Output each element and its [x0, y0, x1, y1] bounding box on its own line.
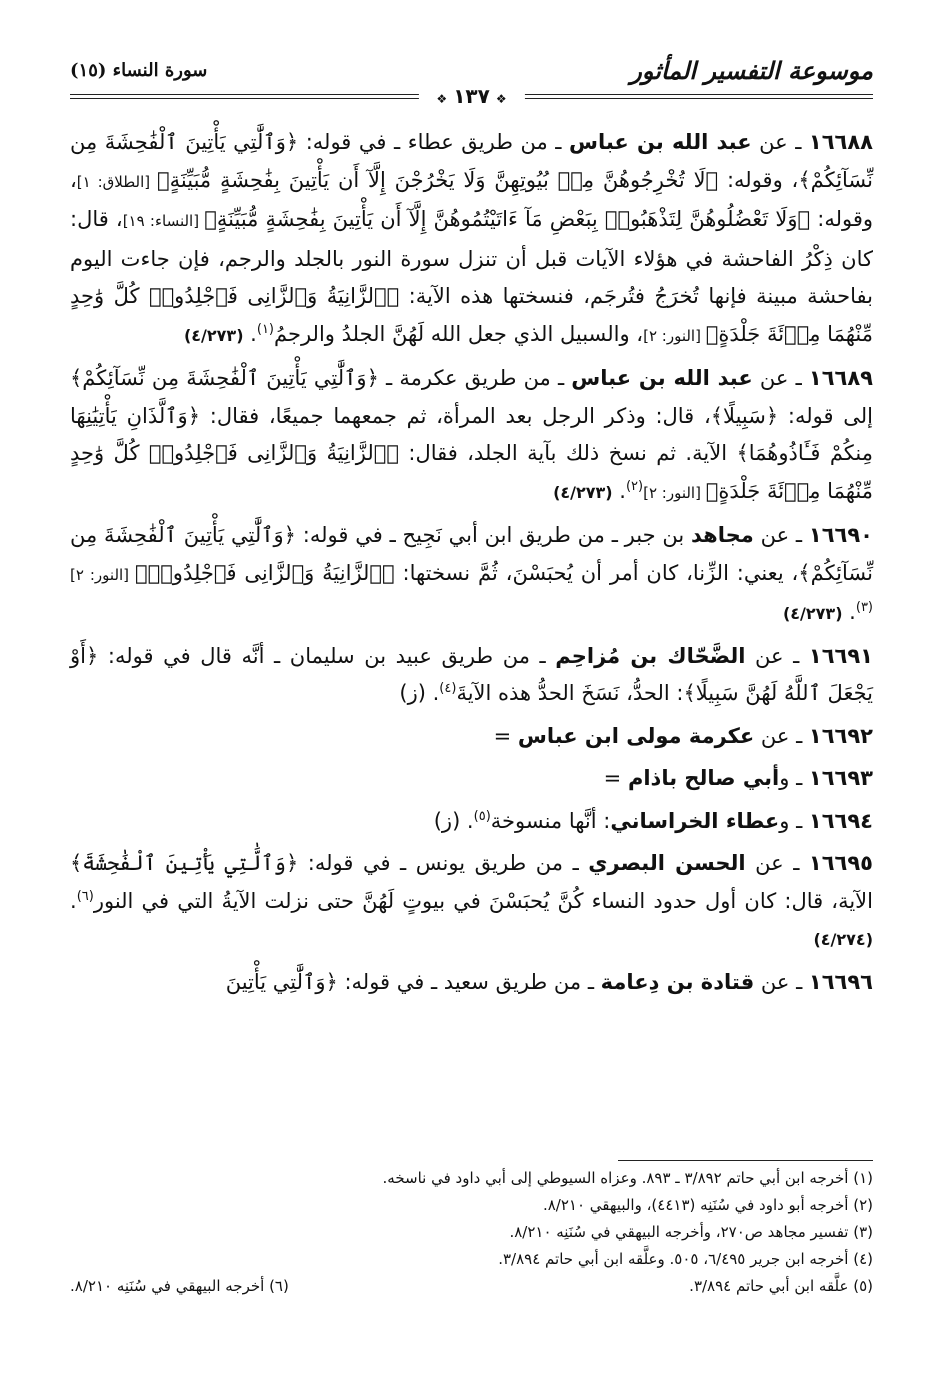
verse-reference: [النساء: ١٩]	[122, 212, 205, 230]
entry-text: ـ عن	[751, 130, 809, 154]
entry-number: ١٦٦٩٤	[808, 808, 873, 833]
quran-verse: ﴿وَٱلَّٰتِي يَأْتِينَ ٱلْفَٰحِشَةَ مِن نِّسَآئِكُمْ﴾	[70, 366, 379, 390]
entry-number: ١٦٦٩٢	[808, 723, 873, 748]
entry-number: ١٦٦٩١	[808, 643, 873, 668]
footnote-row	[70, 1273, 873, 1300]
entry-text: ـ من طريق عكرمة ـ	[378, 366, 572, 390]
quran-verse: ﴿وَٱلَّٰتِي يَأْتِينَ ٱلْفَٰحِشَةَ مِن نِّسَآئِكُمْ﴾	[70, 523, 873, 585]
footnote-marker: (٢)	[625, 478, 644, 494]
entry-number: ١٦٦٩٠	[808, 523, 873, 547]
entry-text: ، قال: كان ذِكْرُ الفاحشة في هؤلاء الآيات قبل أن تنزل سورة النور بالجلد والرجم، فإن جاءت اليوم بفاحشة مبينة فإنها تُخرَجُ فتُرجَم، فنسختها هذه الآية:	[70, 207, 873, 308]
entry-text: . (ز)	[399, 681, 440, 705]
narrator-name: عبد الله بن عباس	[569, 130, 752, 154]
quran-verse: ﴿أَوْ يَجْعَلَ ٱللَّهُ لَهُنَّ سَبِيلًا﴾	[70, 643, 873, 705]
quran-verse: ﴿لَا تُخْرِجُوهُنَّ مِنۢ بُيُوتِهِنَّ وَلَا يَخْرُجْنَ إِلَّآ أَن يَأْتِينَ بِفَٰحِشَةٍ مُّبَيِّنَةٍ﴾	[157, 167, 719, 192]
footnote-rule	[618, 1160, 873, 1161]
page-number-text: ١٣٧	[453, 84, 490, 108]
quran-verse: ﴿ٱلزَّانِيَةُ وَٱلزَّانِى فَٱجْلِدُوا۟ كُلَّ وَٰحِدٍ مِّنْهُمَا مِا۟ئَةَ جَلْدَةٍ﴾	[70, 441, 873, 503]
entry-text: ـ و	[779, 808, 809, 833]
entries-list	[70, 124, 873, 1001]
book-title: موسوعة التفسير المأثور	[630, 56, 873, 85]
footnote-6: (٦) أخرجه البيهقي في سُنَنِه ٨/٢١٠.	[70, 1277, 289, 1295]
entry-text: =	[603, 766, 628, 790]
entry-text: ـ من طريق يونس ـ في قوله:	[298, 851, 589, 875]
entry-text: ـ من طريق سعيد ـ في قوله:	[337, 969, 601, 994]
entry-text: .	[842, 600, 856, 624]
footnote-marker: (٥)	[473, 808, 491, 824]
quran-verse: ﴿سَبِيلًا﴾	[710, 403, 779, 428]
footnote-marker: (٦)	[76, 888, 94, 904]
entry-text: ـ من طريق عبيد بن سليمان ـ أنَّه قال في قوله:	[98, 643, 556, 668]
footnote: (٢) أخرجه أبو داود في سُنَنِه (٤٤١٣)، والبيهقي ٨/٢١٠.	[542, 1196, 873, 1214]
entry	[70, 964, 873, 1002]
quran-verse: ﴿وَٱلَّٰتِي يَأْتِينَ	[225, 969, 338, 994]
entry-text: =	[493, 723, 518, 748]
entry-text: ، يعني: الزِّنا، كان أمر أن يُحبَسْنَ، ثُمَّ نسختها:	[394, 560, 799, 585]
source-reference: (٤/٢٧٣)	[553, 482, 613, 502]
entry-text: ـ عن	[752, 366, 809, 390]
narrator-name: عطاء الخراساني	[610, 808, 780, 833]
narrator-name: أبي صالح باذام	[627, 766, 780, 790]
quran-verse: ﴿وَٱلَّٰتِي يَأْتِينَ ٱلْفَٰحِشَةَ﴾	[70, 851, 299, 875]
quran-verse: ﴿وَٱلَّذَانِ يَأْتِيَٰنِهَا مِنكُمْ فَـَٔاذُوهُمَا﴾	[70, 403, 873, 465]
entry-text: ، وقوله:	[70, 167, 874, 231]
source-reference: (٤/٢٧٣)	[782, 604, 843, 623]
entry	[70, 845, 873, 959]
footnotes	[70, 1160, 873, 1300]
quran-verse: ﴿ٱلزَّانِيَةُ وَٱلزَّانِى فَٱجْلِدُوا۟ كُلَّ وَٰحِدٍ مِّنْهُمَا مِا۟ئَةَ جَلْدَةٍ﴾	[70, 284, 873, 346]
entry-text: .	[612, 478, 626, 503]
entry	[70, 638, 873, 713]
verse-reference: [النور: ٢]	[70, 565, 135, 584]
surah-label: سورة النساء (١٥)	[70, 60, 208, 81]
entry-number: ١٦٦٩٥	[808, 851, 873, 875]
ornament-icon: ❖	[495, 92, 507, 106]
footnote: (١) أخرجه ابن أبي حاتم ٣/٨٩٢ ـ ٨٩٣. وعزاه السيوطي إلى أبي داود في ناسخه.	[382, 1169, 873, 1187]
entry-text: بن جبر ـ من طريق ابن أبي نَجِيح ـ في قوله:	[295, 523, 692, 547]
entry-text: ، وقوله:	[718, 167, 799, 192]
footnote-list	[70, 1165, 873, 1273]
entry-text: ـ و	[779, 766, 809, 790]
narrator-name: مجاهد	[691, 523, 754, 547]
entry-text: ، والسبيل الذي جعل الله لَهُنَّ الجلدُ والرجمُ	[274, 321, 644, 346]
footnote: (٤) أخرجه ابن جرير ٦/٤٩٥، ٥٠٥. وعلَّقه ابن أبي حاتم ٣/٨٩٤.	[498, 1250, 873, 1268]
entry-text: . (ز)	[433, 808, 474, 833]
entry	[70, 718, 873, 756]
footnote-5: (٥) علَّقه ابن أبي حاتم ٣/٨٩٤.	[689, 1277, 873, 1295]
ornament-icon: ❖	[436, 92, 448, 106]
entry-text: ـ عن	[754, 969, 809, 994]
narrator-name: عبد الله بن عباس	[571, 366, 753, 390]
entry-text: ، قال: وذكر الرجل بعد المرأة، ثم جمعهما جميعًا، فقال:	[200, 403, 711, 428]
narrator-name: الحسن البصري	[588, 851, 746, 875]
quran-verse: ﴿ٱلزَّانِيَةُ وَٱلزَّانِى فَٱجْلِدُوا۟﴾	[135, 560, 395, 585]
verse-reference: [الطلاق: ١]	[76, 172, 158, 191]
quran-verse: ﴿وَٱلَّٰتِي يَأْتِينَ ٱلْفَٰحِشَةَ مِن نِّسَآئِكُمْ﴾	[70, 130, 874, 192]
page-number	[418, 84, 524, 108]
footnote-marker: (٣)	[855, 600, 873, 615]
verse-reference: [النور: ٢]	[643, 483, 706, 502]
entry-number: ١٦٦٨٩	[808, 366, 873, 390]
entry-number: ١٦٦٩٦	[808, 969, 873, 994]
entry	[70, 124, 873, 355]
entry-text: ـ عن	[745, 643, 809, 668]
entry-text: .	[70, 888, 77, 913]
entry-text: الآية. ثم نسخ ذلك بآية الجلد، فقال:	[398, 441, 737, 465]
footnote: (٣) تفسير مجاهد ص٢٧٠، وأخرجه البيهقي في سُنَنِه ٨/٢١٠.	[509, 1223, 873, 1241]
quran-verse: ﴿وَلَا تَعْضُلُوهُنَّ لِتَذْهَبُوا۟ بِبَعْضِ مَآ ءَاتَيْتُمُوهُنَّ إِلَّآ أَن يَأْتِينَ بِفَٰحِشَةٍ مُّبَيِّنَةٍ﴾	[204, 207, 811, 231]
narrator-name: الضَّحّاك بن مُزاحِم	[555, 643, 746, 668]
narrator-name: عكرمة مولى ابن عباس	[517, 723, 755, 748]
verse-reference: [النور: ٢]	[643, 326, 706, 345]
entry-number: ١٦٦٨٨	[808, 130, 873, 154]
entry-text: ـ من طريق عطاء ـ في قوله:	[298, 130, 569, 154]
entry-text: ـ عن	[754, 723, 809, 748]
entry-text: ـ عن	[745, 851, 809, 875]
entry	[70, 360, 873, 512]
entry	[70, 517, 873, 633]
narrator-name: قتادة بن دِعامة	[600, 969, 755, 994]
footnote-marker: (٤)	[439, 681, 457, 696]
entry-number: ١٦٦٩٣	[808, 766, 873, 790]
entry	[70, 803, 873, 841]
footnote-marker: (١)	[256, 321, 274, 337]
entry-text: : الحدُّ، نَسَخَ الحدُّ هذه الآيةَ	[456, 681, 684, 705]
entry-text: ـ عن	[753, 523, 809, 547]
source-reference: (٤/٢٧٣)	[183, 325, 244, 345]
entry-text: إلى قوله:	[778, 403, 874, 428]
entry-text: .	[243, 321, 257, 346]
source-reference: (٤/٢٧٤)	[813, 930, 873, 949]
entry-text: : أنَّها منسوخة	[490, 808, 611, 833]
page-header	[70, 48, 873, 108]
entry	[70, 760, 873, 798]
entry-text: الآية، قال: كان أول حدود النساء كُنَّ يُحبَسْنَ في بيوتٍ لَهُنَّ حتى نزلت الآيةُ التي في النور	[93, 888, 873, 913]
page	[70, 48, 873, 1006]
